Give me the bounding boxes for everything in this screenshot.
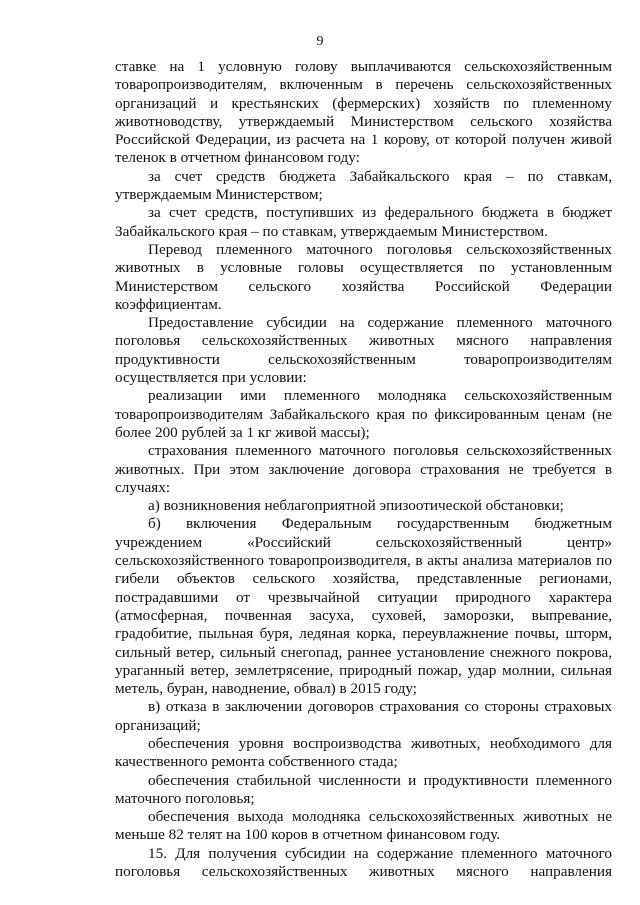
paragraph: обеспечения выхода молодняка сельскохозяйственных животных не меньше 82 телят на 100 коров в отчетном финансовом году.: [115, 808, 612, 844]
paragraph: страхования племенного маточного поголовья сельскохозяйственных животных. При этом заключение договора страхования не требуется в случаях:: [115, 442, 612, 496]
paragraph: за счет средств бюджета Забайкальского края – по ставкам, утверждаемым Министерством;: [115, 167, 612, 204]
paragraph: Перевод племенного маточного поголовья сельскохозяйственных животных в условные головы осуществляется по установленным Министерством сельского хозяйства Российской Федерации коэффициентам.: [115, 240, 612, 313]
paragraph: б) включения Федеральным государственным бюджетным учреждением «Российский сельскохозяйственный центр» сельскохозяйственного товаропроизводителя, в акты анализа материалов по гибели объектов сельского хозяйства, представленные регионами, пострадавшими от чрезвычайной ситуации природного характера (атмосферная, почвенная засуха, суховей, заморозки, выпревание, градобитие, пыльная буря, ледяная корка, переувлажнение почвы, шторм, сильный ветер, сильный снегопад, раннее установление снежного покрова, ураганный ветер, землетрясение, природный пожар, удар молнии, сильная метель, буран, наводнение, обвал) в 2015 году;: [115, 515, 612, 698]
paragraph: ставке на 1 условную голову выплачиваются сельскохозяйственным товаропроизводителям, включенным в перечень сельскохозяйственных организаций и крестьянских (фермерских) хозяйств по племенному животноводству, утверждаемый Министерством сельского хозяйства Российской Федерации, из расчета на 1 корову, от которой получен живой теленок в отчетном финансовом году:: [115, 58, 612, 167]
paragraph: 15. Для получения субсидии на содержание племенного маточного поголовья сельскохозяйственных животных мясного направления: [115, 844, 612, 881]
paragraph: за счет средств, поступивших из федерального бюджета в бюджет Забайкальского края – по ставкам, утверждаемым Министерством.: [115, 204, 612, 240]
document-body: [115, 58, 612, 881]
paragraph: реализации ими племенного молодняка сельскохозяйственным товаропроизводителям Забайкальского края по фиксированным ценам (не более 200 рублей за 1 кг живой массы);: [115, 387, 612, 441]
paragraph: обеспечения уровня воспроизводства животных, необходимого для качественного ремонта собственного стада;: [115, 734, 612, 771]
page-number: 9: [316, 34, 324, 49]
paragraph: обеспечения стабильной численности и продуктивности племенного маточного поголовья;: [115, 771, 612, 807]
paragraph: в) отказа в заключении договоров страхования со стороны страховых организаций;: [115, 698, 612, 734]
paragraph: Предоставление субсидии на содержание племенного маточного поголовья сельскохозяйственных животных мясного направления продуктивности сельскохозяйственным товаропроизводителям осуществляется при условии:: [115, 314, 612, 387]
paragraph: а) возникновения неблагоприятной эпизоотической обстановки;: [148, 497, 564, 515]
